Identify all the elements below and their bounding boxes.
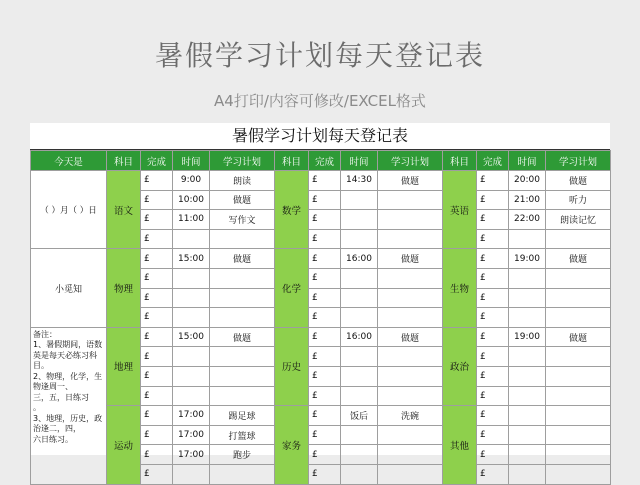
table-row	[31, 171, 611, 191]
plan-cell[interactable]	[546, 445, 611, 465]
header-row	[31, 151, 611, 171]
note-line: 六日练习。	[33, 434, 73, 444]
done-checkbox[interactable]: £	[141, 268, 173, 288]
plan-cell[interactable]: 朗读	[210, 171, 275, 191]
time-cell[interactable]: 19:00	[509, 327, 546, 347]
plan-cell[interactable]	[546, 386, 611, 406]
column-header: 科目	[275, 151, 309, 171]
plan-cell[interactable]: 做题	[546, 249, 611, 269]
done-checkbox[interactable]: £	[477, 249, 509, 269]
subject-cell: 家务	[275, 406, 309, 484]
column-header: 科目	[443, 151, 477, 171]
time-cell[interactable]	[509, 366, 546, 386]
subject-cell: 政治	[443, 327, 477, 405]
time-cell[interactable]	[173, 347, 210, 367]
done-checkbox[interactable]: £	[309, 268, 341, 288]
column-header: 完成	[141, 151, 173, 171]
done-checkbox[interactable]: £	[309, 347, 341, 367]
notes-cell	[31, 327, 107, 484]
done-checkbox[interactable]: £	[477, 406, 509, 426]
done-checkbox[interactable]: £	[477, 347, 509, 367]
plan-cell[interactable]	[546, 268, 611, 288]
done-checkbox[interactable]: £	[141, 210, 173, 230]
time-cell[interactable]	[509, 308, 546, 328]
time-cell[interactable]: 9:00	[173, 171, 210, 191]
done-checkbox[interactable]: £	[141, 386, 173, 406]
done-checkbox[interactable]: £	[309, 406, 341, 426]
done-checkbox[interactable]: £	[477, 210, 509, 230]
time-cell[interactable]	[173, 229, 210, 249]
plan-cell[interactable]	[378, 308, 443, 328]
done-checkbox[interactable]: £	[309, 249, 341, 269]
time-cell[interactable]	[509, 464, 546, 484]
done-checkbox[interactable]: £	[309, 288, 341, 308]
done-checkbox[interactable]: £	[477, 229, 509, 249]
note-line: 2、物理，化学，生物逢周一、	[33, 371, 103, 392]
done-checkbox[interactable]: £	[141, 249, 173, 269]
done-checkbox[interactable]: £	[141, 347, 173, 367]
plan-cell[interactable]	[378, 386, 443, 406]
plan-cell[interactable]	[378, 268, 443, 288]
time-cell[interactable]	[509, 347, 546, 367]
done-checkbox[interactable]: £	[309, 190, 341, 210]
done-checkbox[interactable]: £	[477, 190, 509, 210]
plan-cell[interactable]: 听力	[546, 190, 611, 210]
plan-cell[interactable]: 洗碗	[378, 406, 443, 426]
column-header: 完成	[309, 151, 341, 171]
time-cell[interactable]: 17:00	[173, 425, 210, 445]
plan-cell[interactable]	[546, 308, 611, 328]
time-cell[interactable]: 19:00	[509, 249, 546, 269]
time-cell[interactable]: 11:00	[173, 210, 210, 230]
done-checkbox[interactable]: £	[477, 288, 509, 308]
time-cell[interactable]: 21:00	[509, 190, 546, 210]
time-cell[interactable]	[509, 288, 546, 308]
time-cell[interactable]	[341, 288, 378, 308]
plan-cell[interactable]	[546, 229, 611, 249]
plan-cell[interactable]	[210, 347, 275, 367]
note-line: 。	[33, 403, 41, 413]
time-cell[interactable]	[509, 425, 546, 445]
column-header: 时间	[509, 151, 546, 171]
done-checkbox[interactable]: £	[477, 464, 509, 484]
time-cell[interactable]: 14:30	[341, 171, 378, 191]
plan-cell[interactable]	[210, 268, 275, 288]
time-cell[interactable]	[509, 229, 546, 249]
plan-cell[interactable]	[378, 425, 443, 445]
plan-cell[interactable]	[378, 347, 443, 367]
done-checkbox[interactable]: £	[477, 386, 509, 406]
column-header: 时间	[341, 151, 378, 171]
plan-cell[interactable]: 做题	[546, 171, 611, 191]
time-cell[interactable]	[173, 288, 210, 308]
done-checkbox[interactable]: £	[477, 268, 509, 288]
done-checkbox[interactable]: £	[477, 425, 509, 445]
time-cell[interactable]	[173, 268, 210, 288]
table-row	[31, 249, 611, 269]
time-cell[interactable]	[341, 308, 378, 328]
subject-cell: 化学	[275, 249, 309, 327]
time-cell[interactable]	[509, 445, 546, 465]
time-cell[interactable]	[173, 464, 210, 484]
plan-cell[interactable]	[210, 308, 275, 328]
done-checkbox[interactable]: £	[477, 171, 509, 191]
time-cell[interactable]	[341, 210, 378, 230]
column-header: 完成	[477, 151, 509, 171]
name-cell: 小觅知	[31, 249, 107, 327]
subject-cell: 物理	[107, 249, 141, 327]
plan-cell[interactable]	[546, 425, 611, 445]
done-checkbox[interactable]: £	[477, 327, 509, 347]
done-checkbox[interactable]: £	[141, 464, 173, 484]
plan-cell[interactable]	[210, 386, 275, 406]
done-checkbox[interactable]: £	[309, 386, 341, 406]
time-cell[interactable]: 16:00	[341, 249, 378, 269]
time-cell[interactable]	[173, 366, 210, 386]
done-checkbox[interactable]: £	[309, 425, 341, 445]
date-cell: （ ）月（ ）日	[31, 171, 107, 249]
plan-cell[interactable]	[378, 445, 443, 465]
plan-cell[interactable]: 朗读记忆	[546, 210, 611, 230]
time-cell[interactable]	[341, 425, 378, 445]
done-checkbox[interactable]: £	[309, 229, 341, 249]
column-header: 学习计划	[546, 151, 611, 171]
column-header: 科目	[107, 151, 141, 171]
time-cell[interactable]: 10:00	[173, 190, 210, 210]
column-header: 时间	[173, 151, 210, 171]
done-checkbox[interactable]: £	[309, 210, 341, 230]
time-cell[interactable]	[173, 308, 210, 328]
sheet-title: 暑假学习计划每天登记表	[30, 123, 610, 150]
subject-cell: 生物	[443, 249, 477, 327]
done-checkbox[interactable]: £	[141, 190, 173, 210]
done-checkbox[interactable]: £	[309, 308, 341, 328]
column-header-date: 今天是	[31, 151, 107, 171]
subject-cell: 英语	[443, 171, 477, 249]
plan-cell[interactable]	[546, 366, 611, 386]
done-checkbox[interactable]: £	[309, 327, 341, 347]
done-checkbox[interactable]: £	[477, 308, 509, 328]
time-cell[interactable]	[341, 268, 378, 288]
subject-cell: 数学	[275, 171, 309, 249]
subject-cell: 其他	[443, 406, 477, 484]
done-checkbox[interactable]: £	[141, 171, 173, 191]
plan-cell[interactable]	[378, 229, 443, 249]
spreadsheet-sheet	[30, 123, 610, 480]
plan-cell[interactable]	[378, 366, 443, 386]
plan-cell[interactable]	[210, 229, 275, 249]
plan-cell[interactable]	[378, 464, 443, 484]
time-cell[interactable]: 17:00	[173, 406, 210, 426]
plan-cell[interactable]	[210, 288, 275, 308]
note-line: 1、暑假期间，语数英是每天必练习科目。	[33, 340, 103, 371]
plan-cell[interactable]: 写作文	[210, 210, 275, 230]
page-subtitle: A4打印/内容可修改/EXCEL格式	[214, 92, 426, 110]
column-header: 学习计划	[210, 151, 275, 171]
done-checkbox[interactable]: £	[477, 445, 509, 465]
plan-cell[interactable]: 做题	[546, 327, 611, 347]
plan-cell[interactable]: 做题	[378, 249, 443, 269]
note-line: 备注：	[33, 329, 57, 339]
time-cell[interactable]	[341, 445, 378, 465]
plan-cell[interactable]	[210, 366, 275, 386]
time-cell[interactable]: 15:00	[173, 327, 210, 347]
done-checkbox[interactable]: £	[141, 327, 173, 347]
plan-cell[interactable]	[378, 190, 443, 210]
plan-table	[30, 150, 611, 485]
plan-cell[interactable]	[210, 464, 275, 484]
time-cell[interactable]	[341, 190, 378, 210]
time-cell[interactable]	[341, 229, 378, 249]
done-checkbox[interactable]: £	[309, 445, 341, 465]
plan-cell[interactable]	[546, 406, 611, 426]
time-cell[interactable]	[341, 386, 378, 406]
table-row	[31, 327, 611, 347]
plan-cell[interactable]: 打篮球	[210, 425, 275, 445]
plan-cell[interactable]	[378, 288, 443, 308]
time-cell[interactable]: 饭后	[341, 406, 378, 426]
plan-cell[interactable]: 做题	[378, 171, 443, 191]
done-checkbox[interactable]: £	[309, 464, 341, 484]
plan-cell[interactable]	[378, 210, 443, 230]
done-checkbox[interactable]: £	[141, 229, 173, 249]
plan-cell[interactable]: 做题	[210, 249, 275, 269]
page-title: 暑假学习计划每天登记表	[154, 39, 485, 72]
column-header: 学习计划	[378, 151, 443, 171]
time-cell[interactable]: 15:00	[173, 249, 210, 269]
subject-cell: 历史	[275, 327, 309, 405]
table-row	[31, 406, 611, 426]
note-line: 3、地理，历史，政治逢二，四，	[33, 413, 103, 434]
plan-cell[interactable]: 跑步	[210, 445, 275, 465]
note-line: 三，五，日练习	[33, 392, 89, 402]
done-checkbox[interactable]: £	[141, 406, 173, 426]
time-cell[interactable]	[341, 347, 378, 367]
time-cell[interactable]	[341, 366, 378, 386]
time-cell[interactable]: 16:00	[341, 327, 378, 347]
time-cell[interactable]	[341, 464, 378, 484]
done-checkbox[interactable]: £	[141, 425, 173, 445]
time-cell[interactable]: 22:00	[509, 210, 546, 230]
plan-cell[interactable]: 做题	[210, 327, 275, 347]
done-checkbox[interactable]: £	[309, 366, 341, 386]
subject-cell: 运动	[107, 406, 141, 484]
done-checkbox[interactable]: £	[141, 366, 173, 386]
subject-cell: 地理	[107, 327, 141, 405]
time-cell[interactable]	[509, 268, 546, 288]
subject-cell: 语文	[107, 171, 141, 249]
time-cell[interactable]	[509, 406, 546, 426]
plan-cell[interactable]	[546, 347, 611, 367]
done-checkbox[interactable]: £	[309, 171, 341, 191]
plan-cell[interactable]	[546, 288, 611, 308]
done-checkbox[interactable]: £	[477, 366, 509, 386]
done-checkbox[interactable]: £	[141, 288, 173, 308]
plan-cell[interactable]: 做题	[210, 190, 275, 210]
done-checkbox[interactable]: £	[141, 445, 173, 465]
time-cell[interactable]: 17:00	[173, 445, 210, 465]
time-cell[interactable]	[509, 386, 546, 406]
plan-cell[interactable]	[546, 464, 611, 484]
done-checkbox[interactable]: £	[141, 308, 173, 328]
plan-cell[interactable]: 踢足球	[210, 406, 275, 426]
time-cell[interactable]: 20:00	[509, 171, 546, 191]
time-cell[interactable]	[173, 386, 210, 406]
plan-cell[interactable]: 做题	[378, 327, 443, 347]
